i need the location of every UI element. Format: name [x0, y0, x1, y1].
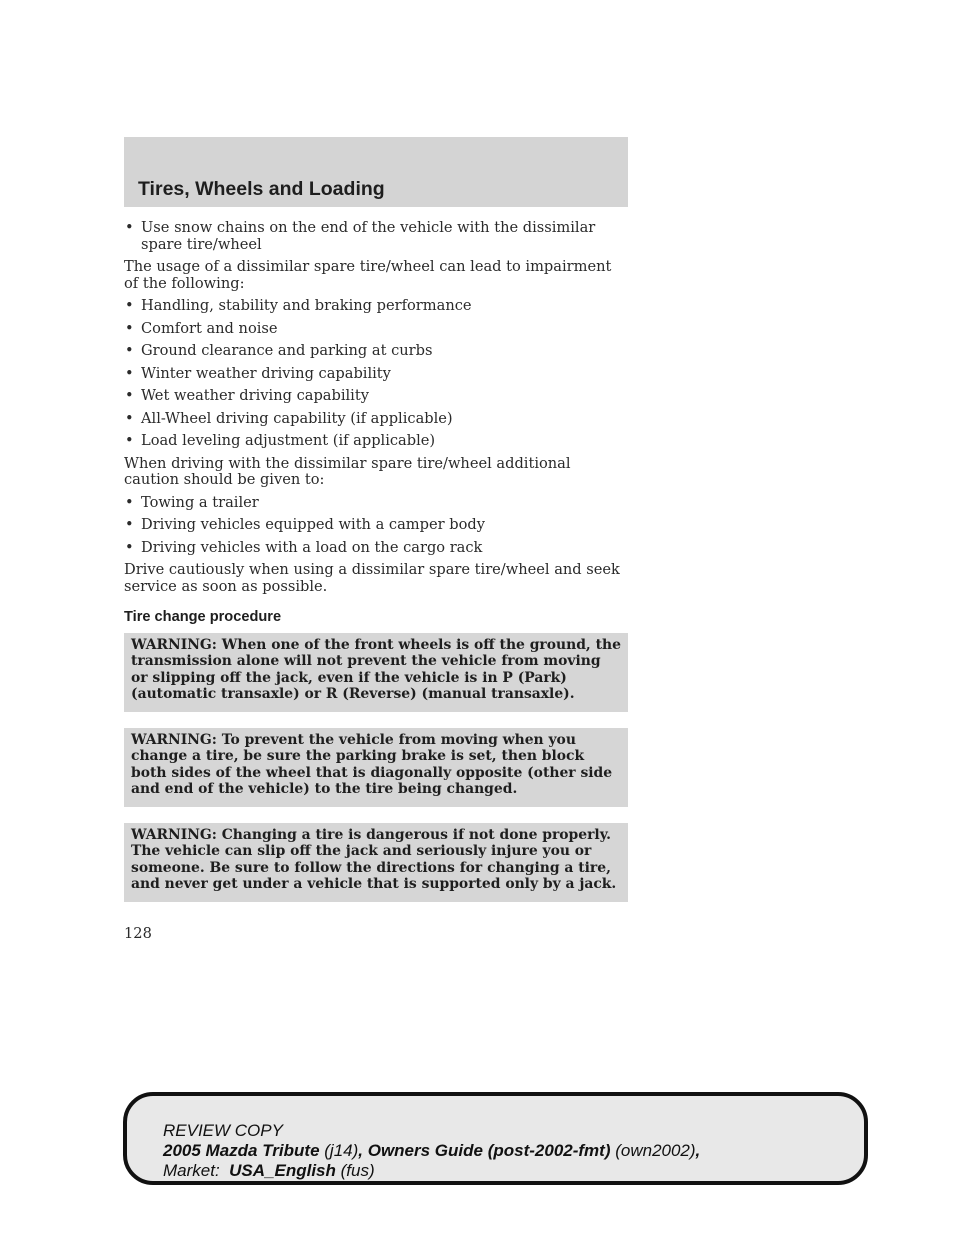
list-item [124, 321, 628, 338]
paragraph-drive-cautiously: Drive cautiously when using a dissimilar spare tire/wheel and seek service as soon as possible. [124, 561, 620, 595]
market-label: Market: [163, 1161, 220, 1180]
list-item-text: Load leveling adjustment (if applicable) [141, 432, 436, 449]
section-header-band [124, 137, 628, 207]
list-item-text: Driving vehicles with a load on the cargo rack [141, 538, 483, 556]
impairment-list [124, 298, 628, 450]
warning-box: WARNING: To prevent the vehicle from moving when you change a tire, be sure the parking brake is set, then block both sides of the wheel that is diagonally opposite (other side and end of the vehicle) to the tire being changed. [124, 728, 628, 807]
list-item-text: Use snow chains on the end of the vehicle with the dissimilar spare tire/wheel [141, 219, 596, 253]
guide-name: , Owners Guide (post-2002-fmt) [358, 1141, 611, 1160]
list-item [124, 540, 628, 557]
subheading-tire-change: Tire change procedure [124, 609, 282, 625]
bullet-icon: • [125, 319, 134, 337]
caution-list [124, 495, 628, 557]
bullet-icon: • [125, 387, 134, 404]
bullet-icon: • [125, 297, 134, 314]
list-item-text: Winter weather driving capability [141, 364, 391, 382]
page-number: 128 [124, 925, 152, 942]
review-copy-footer [123, 1092, 868, 1185]
list-item-text: Driving vehicles equipped with a camper body [141, 516, 485, 533]
market-value: USA_English [229, 1161, 336, 1180]
warning-box: WARNING: Changing a tire is dangerous if not done properly. The vehicle can slip off the jack and seriously injure you or someone. Be sure to follow the directions for changing a tire, and never get under a vehicle that is supported only by a jack. [124, 823, 628, 902]
market-code: (fus) [340, 1161, 375, 1180]
list-item-text: Wet weather driving capability [141, 387, 369, 404]
bullet-icon: • [125, 516, 134, 533]
separator-comma: , [695, 1141, 701, 1160]
list-item-text: Comfort and noise [141, 319, 278, 337]
vehicle-name: 2005 Mazda Tribute [163, 1141, 320, 1160]
document-info-line [163, 1141, 700, 1161]
list-item [124, 366, 628, 383]
list-item [124, 388, 628, 405]
list-item [124, 220, 628, 253]
list-item [124, 411, 628, 428]
review-copy-text [163, 1121, 700, 1181]
paragraph-impairment: The usage of a dissimilar spare tire/wheel can lead to impairment of the following: [124, 258, 612, 292]
bullet-icon: • [125, 409, 134, 427]
review-copy-label: REVIEW COPY [163, 1121, 283, 1140]
paragraph-caution: When driving with the dissimilar spare tire/wheel additional caution should be given to: [124, 454, 571, 488]
list-item [124, 298, 628, 315]
list-item [124, 343, 628, 360]
vehicle-code: (j14) [324, 1141, 359, 1160]
list-item-text: Towing a trailer [141, 493, 259, 511]
bullet-icon: • [125, 432, 134, 449]
bullet-icon: • [125, 493, 134, 511]
list-item [124, 433, 628, 450]
market-line [163, 1161, 700, 1181]
warning-box: WARNING: When one of the front wheels is off the ground, the transmission alone will not prevent the vehicle from moving or slipping off the jack, even if the vehicle is in P (Park) (automatic transaxle) or R (Reverse) (manual transaxle). [124, 633, 628, 712]
page-content [124, 220, 628, 918]
guide-code: (own2002) [615, 1141, 696, 1160]
bullet-icon: • [125, 342, 134, 359]
list-item-text: Ground clearance and parking at curbs [141, 342, 433, 359]
bullet-icon: • [125, 538, 134, 556]
list-item [124, 517, 628, 534]
list-item-text: All-Wheel driving capability (if applicable) [141, 409, 453, 427]
list-item-text: Handling, stability and braking performance [141, 297, 472, 314]
list-item [124, 495, 628, 512]
section-title: Tires, Wheels and Loading [138, 178, 385, 200]
bullet-icon: • [125, 219, 134, 236]
bullet-icon: • [125, 364, 134, 382]
